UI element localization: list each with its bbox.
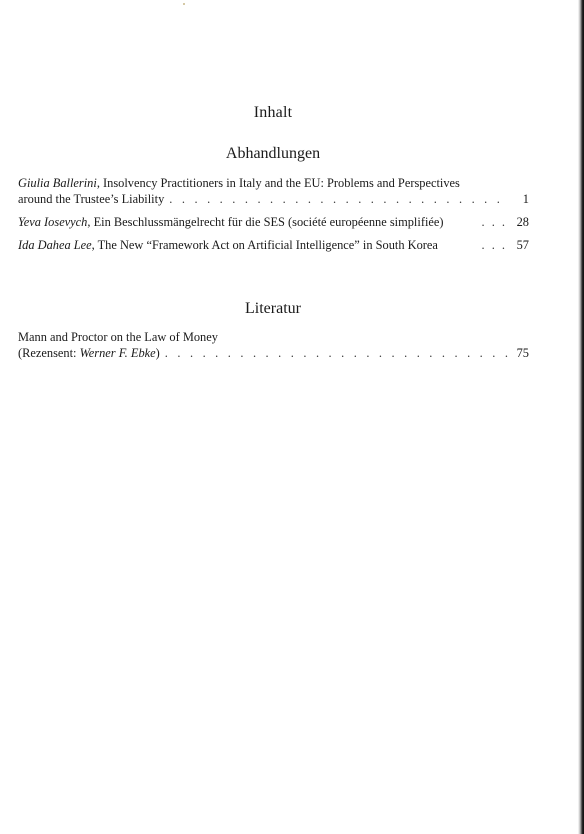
toc-section-abhandlungen [18, 175, 529, 260]
toc-entry-mann-proctor[interactable] [18, 329, 529, 361]
entry-title: , The New “Framework Act on Artificial Intelligence” in South Korea [91, 238, 438, 252]
toc-entry-title-line-2 [18, 191, 529, 207]
section-heading-literatur: Literatur [245, 300, 301, 317]
entry-title: , Insolvency Practitioners in Italy and the EU: Problems and Perspectives [96, 176, 460, 190]
entry-author: Giulia Ballerini [18, 176, 97, 190]
entry-page-number: 57 [516, 238, 529, 252]
paper-speck [183, 3, 185, 5]
dot-leader: . . . [481, 215, 507, 229]
reviewer-prefix: (Rezensent: [18, 346, 80, 360]
entry-title: , Ein Beschlussmängelrecht für die SES (société européenne simplifiée) [87, 215, 444, 229]
entry-title-continued: around the Trustee’s Liability [18, 192, 165, 206]
toc-entry-lee[interactable] [18, 237, 529, 253]
toc-entry-iosevych[interactable] [18, 214, 529, 230]
section-heading-abhandlungen: Abhandlungen [225, 145, 321, 162]
toc-entry-row [18, 237, 529, 253]
dot-leader [169, 191, 509, 207]
page-edge-shadow [578, 0, 584, 834]
toc-entry-title-line [18, 175, 529, 191]
toc-section-literatur [18, 329, 529, 368]
reviewer-suffix: ) [155, 346, 160, 360]
toc-entry-title-line: Mann and Proctor on the Law of Money [18, 330, 218, 344]
dot-leader: . . . [481, 238, 507, 252]
toc-entry-row [18, 214, 529, 230]
reviewer-name: Werner F. Ebke [79, 346, 156, 360]
dot-leader [165, 345, 509, 361]
entry-page-number: 1 [522, 192, 529, 206]
toc-entry-ballerini[interactable] [18, 175, 529, 207]
entry-page-number: 28 [516, 215, 529, 229]
entry-author: Yeva Iosevych [18, 215, 88, 229]
toc-entry-reviewer-line [18, 345, 529, 361]
entry-author: Ida Dahea Lee [18, 238, 92, 252]
entry-page-number: 75 [516, 346, 529, 360]
page-title: Inhalt [253, 104, 293, 121]
